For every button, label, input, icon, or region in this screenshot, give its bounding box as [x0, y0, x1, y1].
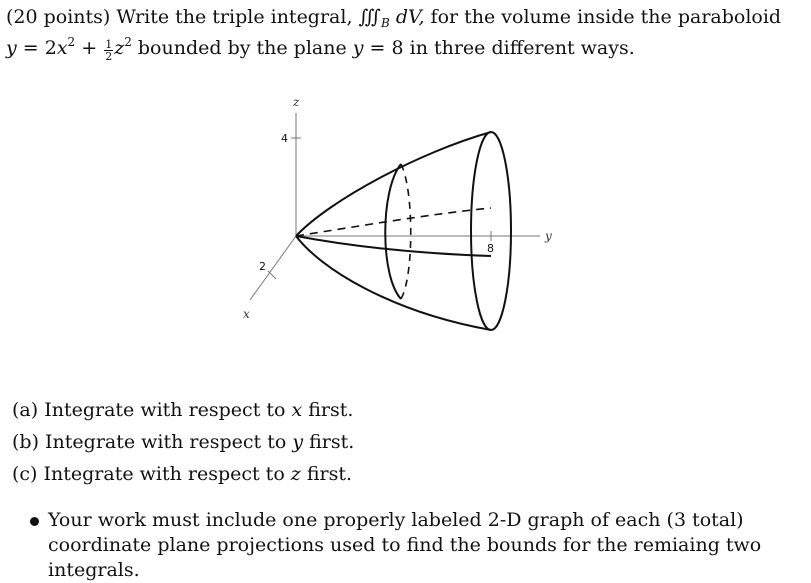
part-label: (b)	[12, 431, 39, 453]
part-variable: y	[292, 431, 304, 453]
visible-lower-curve	[296, 236, 491, 256]
bullet-icon	[30, 517, 39, 526]
equation-plus: +	[75, 37, 104, 59]
triple-integral-symbol: ∭	[358, 6, 382, 28]
fraction-numerator: 1	[105, 38, 113, 51]
integral-region: B	[381, 16, 390, 30]
part-text: Integrate with respect to	[43, 463, 291, 485]
axis-label-x: x	[243, 307, 250, 321]
plane-variable: y	[352, 37, 364, 59]
equation-z-exponent: 2	[124, 35, 132, 49]
part-variable: x	[291, 399, 303, 421]
equation-z: z	[114, 37, 125, 59]
x-tick	[268, 271, 276, 279]
part-text-end: first.	[302, 399, 354, 421]
part-label: (c)	[12, 463, 38, 485]
part-label: (a)	[12, 399, 39, 421]
part-text: Integrate with respect to	[45, 431, 293, 453]
tick-label-z: 4	[281, 132, 288, 145]
x-axis	[250, 236, 296, 300]
problem-after-integral: for the volume inside the paraboloid	[430, 6, 782, 28]
equation-lhs: y	[6, 37, 17, 59]
part-text-end: first.	[303, 431, 355, 453]
plane-value: = 8	[363, 37, 404, 59]
tail-text: in three different ways.	[403, 37, 635, 59]
equation-x: x	[56, 37, 68, 59]
problem-intro: Write the triple integral,	[116, 6, 353, 28]
equation-x-exponent: 2	[67, 35, 76, 49]
part-b	[12, 430, 354, 454]
cross-section-back	[401, 164, 411, 299]
part-a	[12, 398, 353, 422]
fraction-denominator: 2	[105, 50, 113, 63]
bounded-text: bounded by the plane	[131, 37, 353, 59]
points-label: (20 points)	[6, 6, 111, 28]
axis-label-z: z	[293, 95, 300, 109]
bullet-text: Your work must include one properly labeled 2-D graph of each (3 total) coordinate plane projections used to find the bounds for the remiaing two integrals.	[48, 509, 762, 581]
tick-label-x: 2	[259, 260, 266, 273]
part-variable: z	[290, 463, 301, 485]
cross-section-front	[385, 164, 401, 299]
part-text-end: first.	[300, 463, 353, 485]
part-text: Integrate with respect to	[44, 399, 292, 421]
tick-label-y: 8	[487, 242, 494, 255]
part-c	[12, 462, 352, 486]
integral-measure: dV,	[395, 6, 425, 28]
axis-label-y: y	[545, 229, 552, 243]
equation-equals: = 2	[16, 37, 57, 59]
